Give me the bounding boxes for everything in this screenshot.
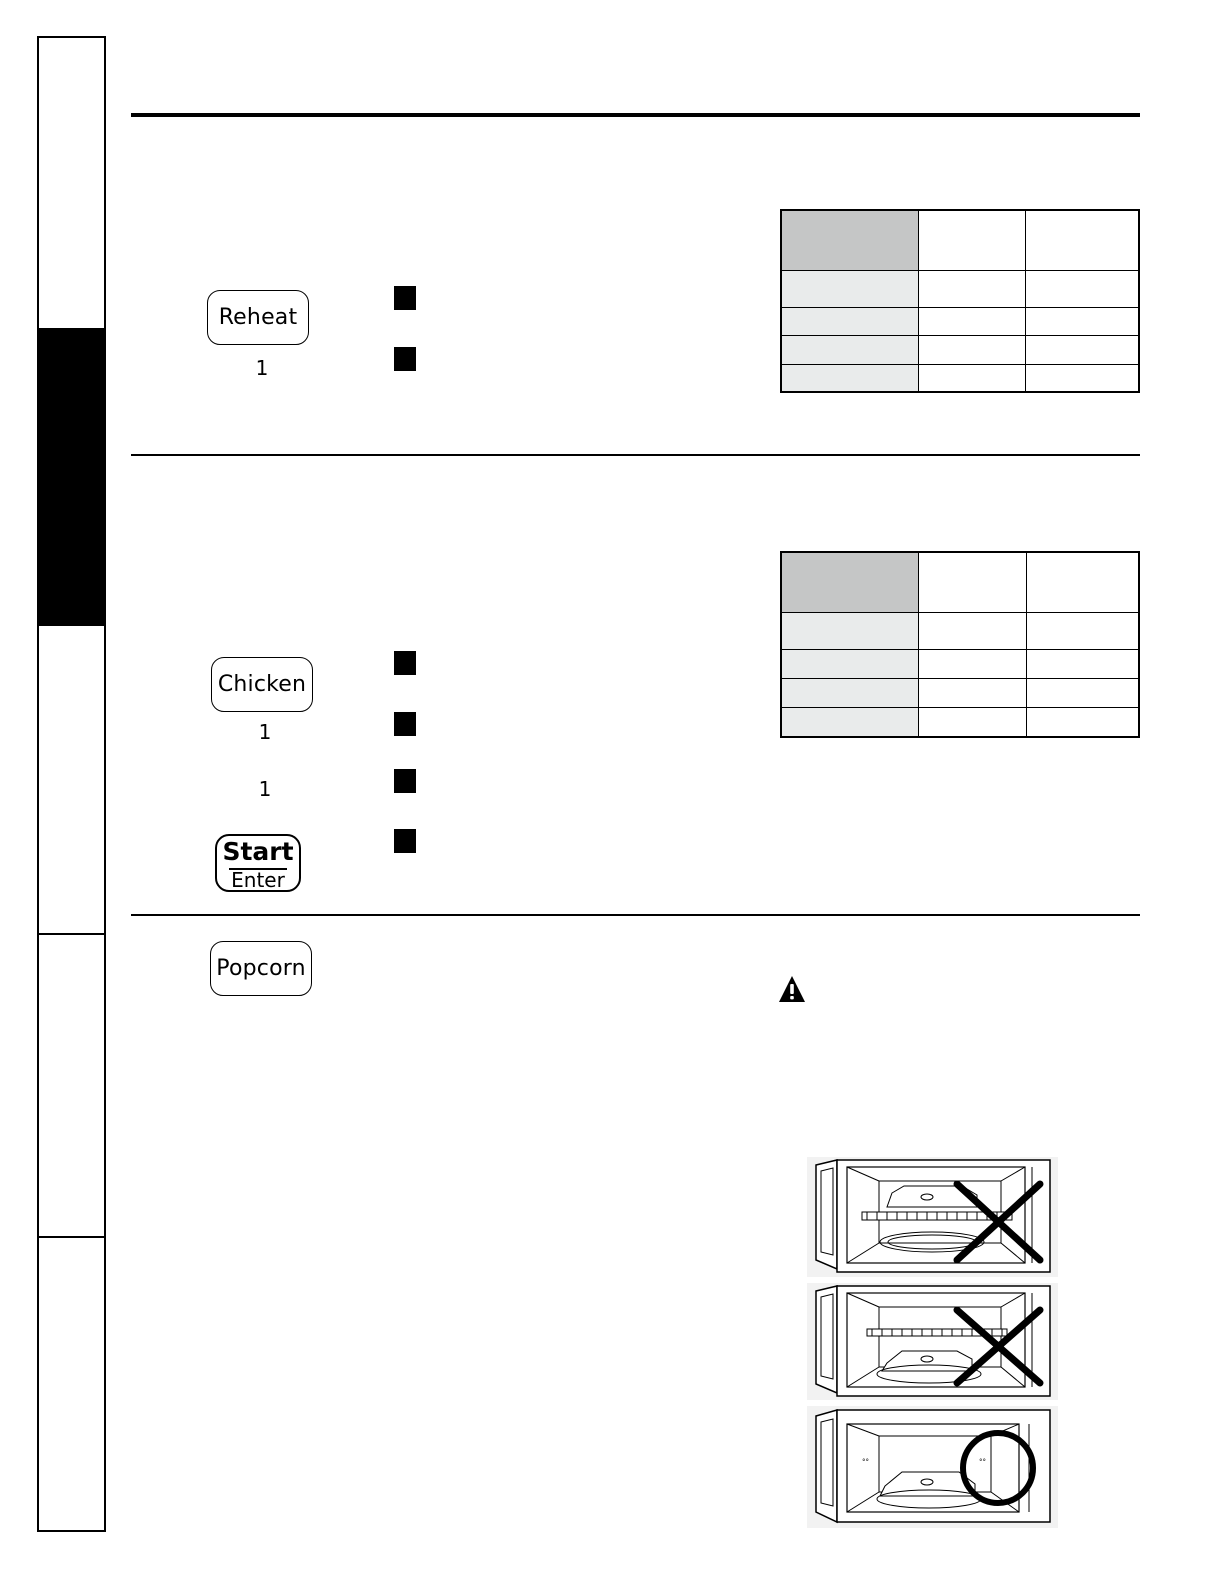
section-divider-2 [131,914,1140,916]
step-bullet [394,651,416,675]
start-label: Start [222,837,294,866]
oven-illustration-correct [807,1406,1058,1528]
start-enter-button[interactable] [215,834,301,892]
side-tab-3[interactable] [37,624,106,933]
step-bullet [394,829,416,853]
svg-text:°°: °° [979,1458,986,1466]
section-divider-1 [131,454,1140,456]
step-bullet [394,286,416,310]
chicken-button[interactable]: Chicken [211,657,313,712]
enter-label: Enter [231,868,285,892]
step-bullet [394,712,416,736]
chicken-digit-1: 1 [258,720,272,744]
side-tab-1[interactable] [37,36,106,328]
top-rule [131,113,1140,117]
chicken-digit-2: 1 [258,777,272,801]
step-bullet [394,347,416,371]
side-tab-2-active[interactable] [37,328,106,624]
chicken-table [780,551,1140,738]
side-tab-5[interactable] [37,1236,106,1532]
warning-icon [778,975,806,1003]
side-tab-4[interactable] [37,933,106,1236]
oven-illustration-incorrect-1 [807,1157,1058,1277]
oven-illustration-incorrect-2 [807,1283,1058,1400]
reheat-table [780,209,1140,393]
reheat-digit-1: 1 [255,356,269,380]
reheat-button[interactable]: Reheat [207,290,309,345]
popcorn-button[interactable]: Popcorn [210,941,312,996]
step-bullet [394,769,416,793]
svg-text:°°: °° [862,1458,869,1466]
